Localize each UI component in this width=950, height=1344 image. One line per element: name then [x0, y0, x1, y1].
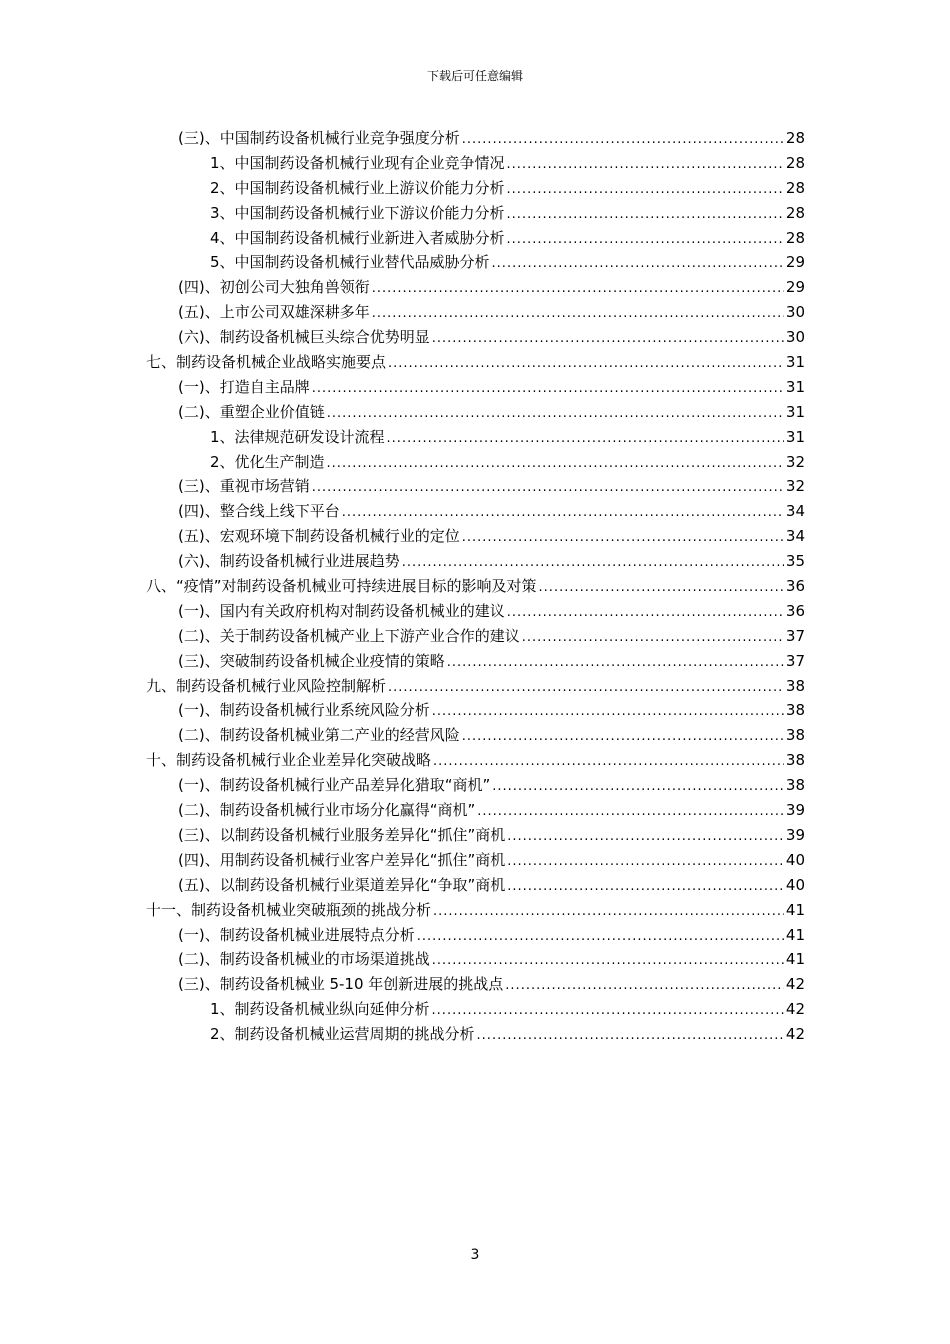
toc-dot-leader	[372, 277, 784, 302]
toc-entry[interactable]	[178, 848, 805, 873]
toc-dot-leader	[507, 601, 784, 626]
toc-entry-title: 九、制药设备机械行业风险控制解析	[146, 676, 387, 695]
toc-entry-title: (六)、制药设备机械巨头综合优势明显	[178, 328, 430, 347]
toc-entry-page: 30	[785, 328, 805, 347]
toc-entry-page: 42	[785, 1000, 805, 1019]
toc-dot-leader	[507, 203, 784, 228]
toc-dot-leader	[462, 526, 784, 551]
toc-entry-page: 29	[785, 253, 805, 272]
toc-dot-leader	[507, 850, 784, 875]
page-number: 3	[470, 1247, 480, 1263]
toc-entry-page: 28	[785, 129, 805, 147]
toc-entry-title: (五)、上市公司双雄深耕多年	[178, 303, 370, 322]
toc-dot-leader	[432, 700, 784, 725]
toc-entry-page: 41	[785, 950, 805, 969]
toc-entry-page: 28	[785, 203, 805, 222]
toc-entry[interactable]	[146, 574, 805, 599]
toc-entry-page: 36	[785, 577, 805, 596]
toc-dot-leader	[539, 576, 784, 601]
toc-entry[interactable]	[178, 549, 805, 574]
toc-entry-title: 七、制药设备机械企业战略实施要点	[146, 353, 387, 372]
toc-dot-leader	[477, 1024, 784, 1049]
toc-dot-leader	[402, 551, 784, 576]
toc-entry-title: (三)、重视市场营销	[178, 477, 310, 496]
toc-entry[interactable]	[210, 450, 805, 475]
toc-entry-title: 2、中国制药设备机械行业上游议价能力分析	[210, 178, 505, 197]
toc-entry[interactable]	[210, 425, 805, 450]
toc-entry-page: 40	[785, 875, 805, 894]
toc-entry[interactable]	[210, 201, 805, 226]
toc-entry[interactable]	[178, 698, 805, 723]
toc-entry-title: (五)、宏观环境下制药设备机械行业的定位	[178, 527, 460, 546]
toc-dot-leader	[462, 128, 784, 153]
toc-entry-page: 37	[785, 651, 805, 670]
toc-entry-title: (二)、重塑企业价值链	[178, 402, 325, 421]
page-header: 下载后可任意编辑	[426, 69, 523, 83]
toc-entry[interactable]	[178, 624, 805, 649]
toc-entry-page: 42	[785, 975, 805, 994]
toc-entry-page: 31	[785, 353, 805, 372]
toc-entry[interactable]	[210, 1022, 805, 1047]
toc-entry[interactable]	[146, 898, 805, 923]
toc-dot-leader	[507, 228, 784, 253]
toc-dot-leader	[312, 377, 784, 402]
toc-dot-leader	[432, 949, 784, 974]
toc-entry-title: (二)、制药设备机械业第二产业的经营风险	[178, 726, 460, 745]
toc-entry-title: (一)、制药设备机械行业产品差异化猎取“商机”	[178, 776, 491, 795]
toc-entry-page: 35	[785, 552, 805, 571]
toc-entry-page: 41	[785, 900, 805, 919]
toc-dot-leader	[342, 501, 784, 526]
toc-entry-title: (四)、整合线上线下平台	[178, 502, 340, 521]
toc-entry-page: 36	[785, 601, 805, 620]
toc-dot-leader	[477, 800, 784, 825]
toc-dot-leader	[388, 352, 784, 377]
toc-entry[interactable]	[210, 997, 805, 1022]
toc-entry[interactable]	[178, 275, 805, 300]
toc-entry-title: (三)、突破制药设备机械企业疫情的策略	[178, 651, 445, 670]
toc-entry-page: 31	[785, 377, 805, 396]
toc-entry[interactable]	[178, 300, 805, 325]
toc-entry[interactable]	[210, 250, 805, 275]
toc-entry[interactable]	[146, 748, 805, 773]
toc-entry[interactable]	[178, 375, 805, 400]
toc-entry-title: 十、制药设备机械行业企业差异化突破战略	[146, 751, 432, 770]
toc-entry[interactable]	[178, 873, 805, 898]
toc-dot-leader	[492, 252, 784, 277]
toc-entry-title: (四)、初创公司大独角兽领衔	[178, 278, 370, 297]
toc-entry-title: (一)、打造自主品牌	[178, 377, 310, 396]
toc-dot-leader	[327, 452, 784, 477]
toc-entry-page: 42	[785, 1025, 805, 1044]
toc-entry-page: 34	[785, 527, 805, 546]
toc-dot-leader	[447, 651, 784, 676]
toc-entry[interactable]	[146, 350, 805, 375]
toc-entry-page: 31	[785, 427, 805, 446]
toc-dot-leader	[387, 427, 784, 452]
toc-entry-page: 39	[785, 825, 805, 844]
toc-entry-page: 38	[785, 776, 805, 795]
toc-entry-page: 32	[785, 477, 805, 496]
toc-entry-title: (三)、制药设备机械业 5-10 年创新进展的挑战点	[178, 975, 504, 994]
toc-entry-page: 28	[785, 153, 805, 172]
toc-entry-title: (一)、制药设备机械业进展特点分析	[178, 925, 415, 944]
toc-dot-leader	[522, 626, 784, 651]
toc-dot-leader	[327, 402, 784, 427]
toc-entry[interactable]	[210, 176, 805, 201]
toc-entry[interactable]	[178, 947, 805, 972]
toc-entry[interactable]	[146, 674, 805, 699]
toc-entry[interactable]	[178, 972, 805, 997]
toc-entry-title: 3、中国制药设备机械行业下游议价能力分析	[210, 203, 505, 222]
toc-entry[interactable]	[178, 723, 805, 748]
toc-entry-page: 37	[785, 626, 805, 645]
toc-dot-leader	[462, 725, 784, 750]
toc-entry[interactable]	[210, 151, 805, 176]
toc-dot-leader	[433, 900, 784, 925]
toc-entry-title: 1、制药设备机械业纵向延伸分析	[210, 1000, 430, 1019]
toc-entry-title: (三)、以制药设备机械行业服务差异化“抓住”商机	[178, 825, 506, 844]
toc-entry-title: 2、制药设备机械业运营周期的挑战分析	[210, 1025, 475, 1044]
toc-dot-leader	[432, 999, 784, 1024]
toc-entry[interactable]	[178, 126, 805, 151]
toc-entry-title: 2、优化生产制造	[210, 452, 325, 471]
toc-entry[interactable]	[178, 923, 805, 948]
toc-entry[interactable]	[178, 798, 805, 823]
toc-entry-title: (一)、国内有关政府机构对制药设备机械业的建议	[178, 601, 505, 620]
toc-entry-title: (二)、制药设备机械业的市场渠道挑战	[178, 950, 430, 969]
toc-dot-leader	[507, 178, 784, 203]
toc-entry-title: (六)、制药设备机械行业进展趋势	[178, 552, 400, 571]
toc-entry-page: 32	[785, 452, 805, 471]
toc-entry-title: 八、“疫情”对制药设备机械业可持续进展目标的影响及对策	[146, 577, 537, 596]
toc-dot-leader	[388, 676, 784, 701]
toc-entry[interactable]	[178, 474, 805, 499]
toc-entry[interactable]	[178, 599, 805, 624]
toc-entry[interactable]	[178, 325, 805, 350]
toc-dot-leader	[312, 476, 784, 501]
toc-entry[interactable]	[178, 773, 805, 798]
toc-entry-page: 38	[785, 676, 805, 695]
toc-entry[interactable]	[178, 400, 805, 425]
toc-entry-page: 31	[785, 402, 805, 421]
toc-dot-leader	[507, 153, 784, 178]
toc-dot-leader	[433, 750, 784, 775]
toc-entry-title: 4、中国制药设备机械行业新进入者威胁分析	[210, 228, 505, 247]
toc-dot-leader	[505, 974, 784, 999]
toc-dot-leader	[432, 327, 784, 352]
toc-entry[interactable]	[178, 524, 805, 549]
toc-entry[interactable]	[178, 823, 805, 848]
toc-entry-title: (二)、制药设备机械行业市场分化赢得“商机”	[178, 801, 476, 820]
toc-entry-title: (五)、以制药设备机械行业渠道差异化“争取”商机	[178, 875, 506, 894]
toc-entry-title: 十一、制药设备机械业突破瓶颈的挑战分析	[146, 900, 432, 919]
toc-entry[interactable]	[178, 649, 805, 674]
toc-entry-title: (二)、关于制药设备机械产业上下游产业合作的建议	[178, 626, 520, 645]
toc-dot-leader	[417, 925, 784, 950]
toc-entry[interactable]	[178, 499, 805, 524]
toc-dot-leader	[492, 775, 784, 800]
toc-entry-title: 1、中国制药设备机械行业现有企业竞争情况	[210, 153, 505, 172]
toc-dot-leader	[372, 302, 784, 327]
toc-entry-page: 41	[785, 925, 805, 944]
toc-entry-page: 40	[785, 850, 805, 869]
toc-entry-title: (四)、用制药设备机械行业客户差异化“抓住”商机	[178, 850, 506, 869]
toc-dot-leader	[507, 825, 784, 850]
toc-entry-page: 38	[785, 701, 805, 720]
toc-entry-page: 30	[785, 303, 805, 322]
toc-entry-title: 1、法律规范研发设计流程	[210, 427, 385, 446]
toc-entry-page: 34	[785, 502, 805, 521]
toc-entry-page: 29	[785, 278, 805, 297]
toc-entry-title: 5、中国制药设备机械行业替代品威胁分析	[210, 253, 490, 272]
toc-entry-page: 28	[785, 228, 805, 247]
toc-entry-title: (三)、中国制药设备机械行业竞争强度分析	[178, 129, 460, 147]
toc-entry[interactable]	[210, 226, 805, 251]
toc-entry-page: 38	[785, 726, 805, 745]
toc-entry-page: 28	[785, 178, 805, 197]
toc-entry-page: 39	[785, 801, 805, 820]
toc-entry-title: (一)、制药设备机械行业系统风险分析	[178, 701, 430, 720]
toc-entry-page: 38	[785, 751, 805, 770]
table-of-contents	[0, 126, 950, 1047]
toc-dot-leader	[507, 875, 784, 900]
